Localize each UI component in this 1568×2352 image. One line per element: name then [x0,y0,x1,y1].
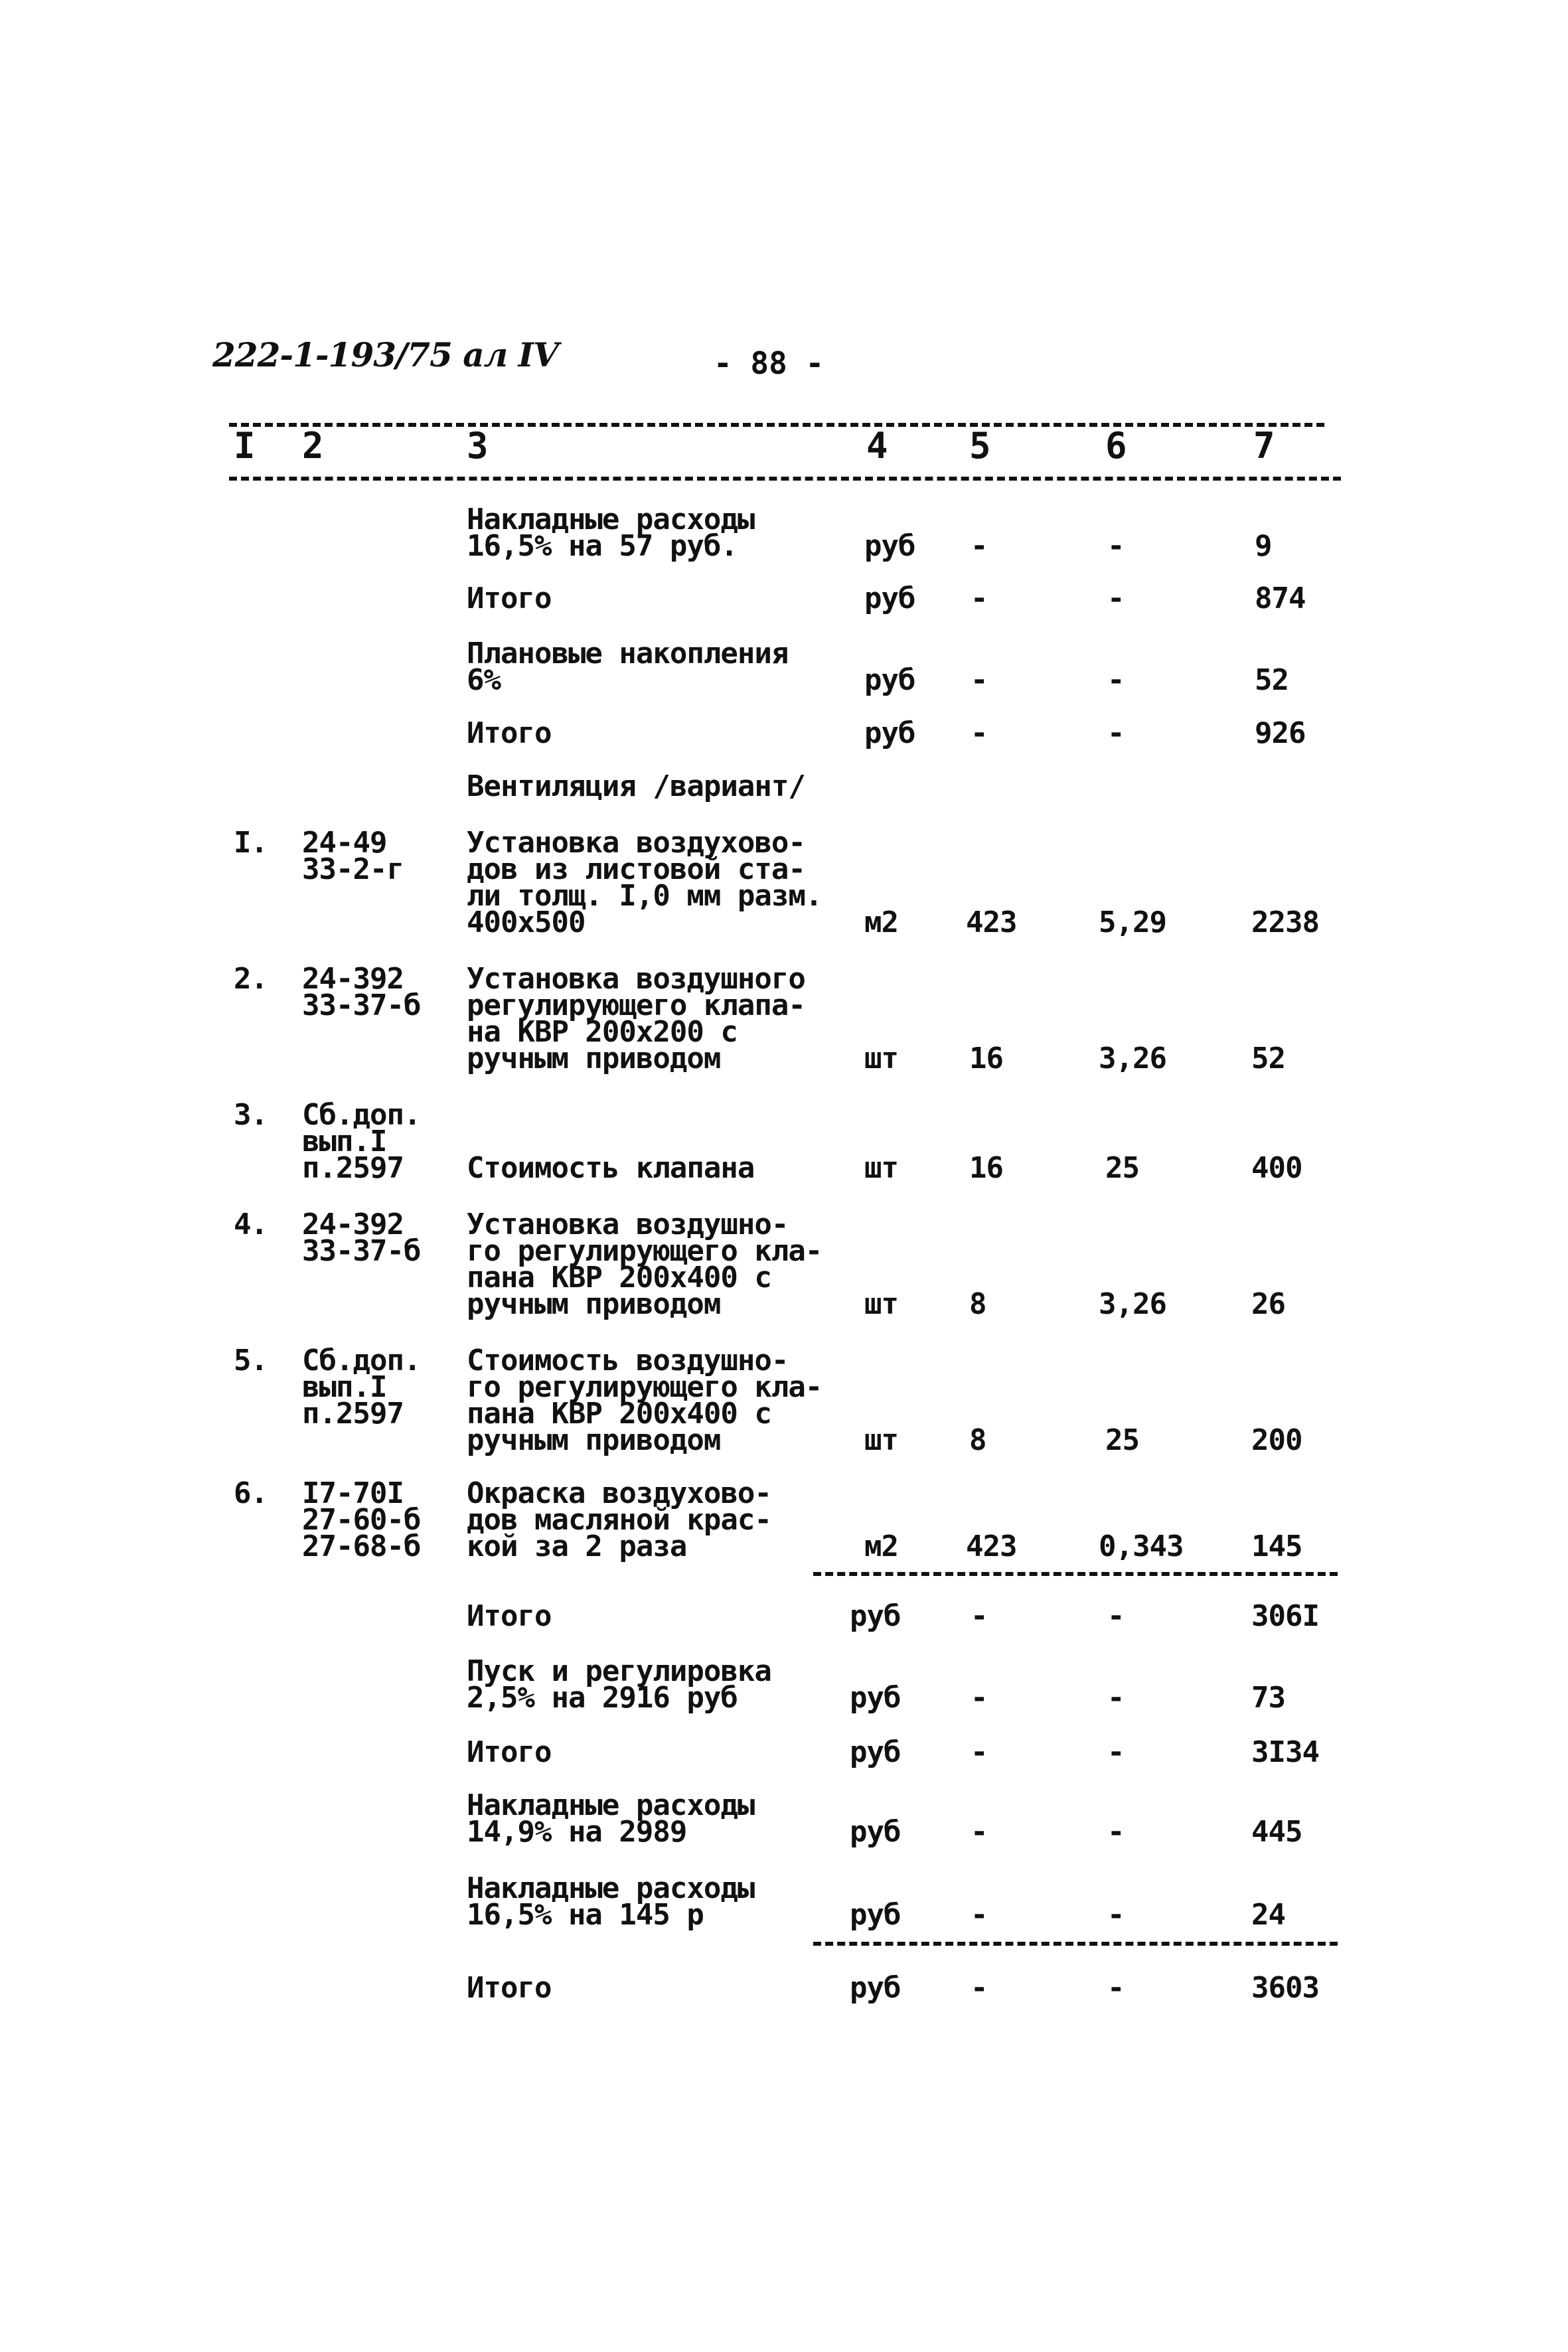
row-description: Установка воздухово- дов из листовой ста- ли толщ. I,0 мм разм. 400х500 [467,826,823,939]
row-description: Установка воздушного регулирующего клапа- на КВР 200х200 с ручным приводом [467,962,805,1075]
row-total: 9 [1255,529,1272,563]
row-code: Сб.доп. вып.I п.2597 [302,1344,421,1431]
row-total: 3I34 [1251,1735,1319,1769]
row-number: 4. [234,1208,268,1241]
row-total: 200 [1251,1423,1302,1457]
row-unit: м2 [864,1529,898,1563]
row-description: Итого [467,582,552,615]
row-price: - [1107,582,1125,615]
row-qty: - [971,663,988,697]
column-header-7: 7 [1253,425,1275,467]
column-header-2: 2 [302,425,324,467]
row-unit: шт [864,1287,898,1321]
row-unit: руб [864,663,915,697]
row-total: 400 [1251,1151,1302,1185]
row-description: Пуск и регулировка 2,5% на 2916 руб [467,1654,771,1715]
row-number: I. [234,826,268,860]
row-unit: руб [850,1971,901,2005]
row-unit: руб [850,1599,901,1633]
row-unit: руб [850,1815,901,1849]
row-code: 24-392 33-37-б [302,1208,421,1268]
row-total: 52 [1255,663,1289,697]
row-description: Итого [467,1599,552,1633]
row-unit: руб [850,1681,901,1715]
row-qty: - [971,1815,988,1849]
column-header-1: I [234,425,256,467]
row-code: Сб.доп. вып.I п.2597 [302,1098,421,1185]
row-qty: 16 [969,1151,1003,1185]
header-bottom-rule [229,477,1341,481]
row-number: 6. [234,1476,268,1510]
row-qty: 8 [969,1423,986,1457]
row-price: - [1107,1599,1125,1633]
row-total: 3603 [1251,1971,1319,2005]
row-description: Окраска воздухово- дов масляной крас- кой за 2 раза [467,1476,771,1563]
row-qty: 423 [966,905,1017,939]
row-price: - [1107,1735,1125,1769]
row-qty: - [971,716,988,750]
row-price: - [1107,663,1125,697]
row-description: Накладные расходы 16,5% на 145 р [467,1871,755,1932]
row-qty: 423 [966,1529,1017,1563]
row-total: 26 [1251,1287,1285,1321]
row-description: Итого [467,1735,552,1769]
column-header-4: 4 [866,425,888,467]
row-description: Итого [467,1971,552,2005]
row-code: 24-392 33-37-б [302,962,421,1022]
row-unit: м2 [864,905,898,939]
row-unit: руб [864,582,915,615]
row-price: 25 [1105,1423,1139,1457]
row-number: 5. [234,1344,268,1377]
row-total: 306I [1251,1599,1319,1633]
row-total: 926 [1255,716,1306,750]
row-price: - [1107,716,1125,750]
row-description: Стоимость воздушно- го регулирующего кла- пана КВР 200х400 с ручным приводом [467,1344,823,1457]
row-unit: руб [850,1898,901,1932]
row-total: 73 [1251,1681,1285,1715]
row-qty: - [971,1681,988,1715]
row-number: 3. [234,1098,268,1132]
row-unit: шт [864,1042,898,1075]
row-unit: руб [864,716,915,750]
row-price: 25 [1105,1151,1139,1185]
row-price: - [1107,529,1125,563]
row-price: - [1107,1898,1125,1932]
row-qty: - [971,582,988,615]
row-description: Накладные расходы 14,9% на 2989 [467,1788,755,1849]
row-qty: - [971,529,988,563]
column-header-3: 3 [467,425,489,467]
row-price: 0,343 [1099,1529,1184,1563]
row-code: I7-70I 27-60-б 27-68-б [302,1476,421,1563]
row-total: 52 [1251,1042,1285,1075]
row-qty: - [971,1971,988,2005]
column-header-5: 5 [969,425,991,467]
row-total: 874 [1255,582,1306,615]
row-number: 2. [234,962,268,996]
subtotal-rule [813,1572,1338,1576]
row-qty: 8 [969,1287,986,1321]
row-unit: руб [864,529,915,563]
row-qty: - [971,1599,988,1633]
row-price: 3,26 [1099,1042,1166,1075]
row-price: 3,26 [1099,1287,1166,1321]
row-qty: - [971,1898,988,1932]
row-price: - [1107,1815,1125,1849]
row-code: 24-49 33-2-г [302,826,404,886]
row-unit: руб [850,1735,901,1769]
row-total: 445 [1251,1815,1302,1849]
row-qty: 16 [969,1042,1003,1075]
row-total: 24 [1251,1898,1285,1932]
row-description: Накладные расходы 16,5% на 57 руб. [467,503,755,563]
row-unit: шт [864,1151,898,1185]
row-price: - [1107,1971,1125,2005]
row-description: Установка воздушно- го регулирующего кла- пана КВР 200х400 с ручным приводом [467,1208,823,1321]
row-price: - [1107,1681,1125,1715]
row-unit: шт [864,1423,898,1457]
header-top-rule [229,423,1324,427]
row-description: Итого [467,716,552,750]
row-description: Плановые накопления 6% [467,637,789,697]
total-rule [813,1942,1338,1946]
row-price: 5,29 [1099,905,1166,939]
document-handwritten-id: 222-1-193/75 ал IV [212,335,558,374]
row-qty: - [971,1735,988,1769]
column-header-6: 6 [1105,425,1127,467]
row-total: 145 [1251,1529,1302,1563]
row-total: 2238 [1251,905,1319,939]
section-heading: Вентиляция /вариант/ [467,769,805,803]
page-number: - 88 - [714,345,824,381]
row-description: Стоимость клапана [467,1151,755,1185]
